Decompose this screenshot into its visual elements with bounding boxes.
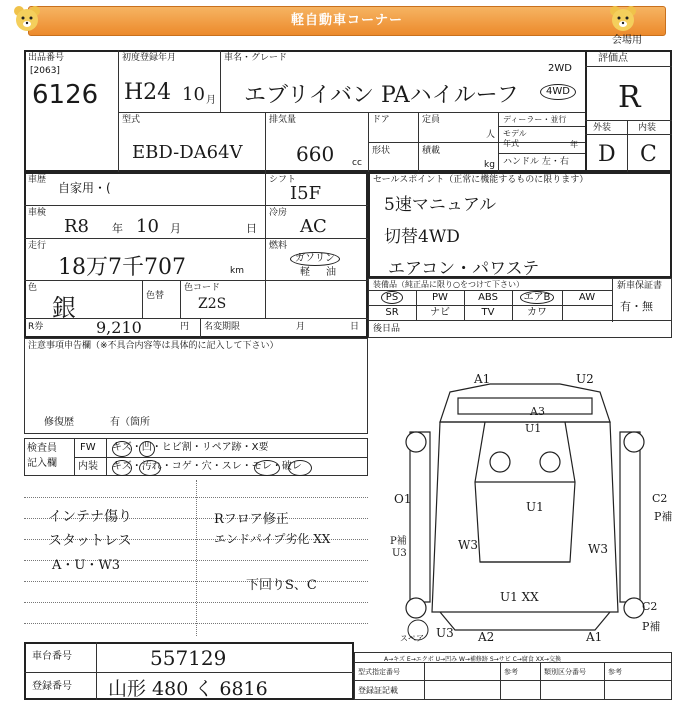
km-unit: km <box>230 266 244 276</box>
inspection-month: 10 <box>136 216 159 237</box>
color-code-value: Z2S <box>198 296 227 312</box>
color-value: 銀 <box>52 294 76 322</box>
note-left-3: A・U・W3 <box>52 558 120 573</box>
exterior-label: 外装 <box>593 123 612 133</box>
car-name-label: 車名・グレード <box>224 53 288 63</box>
inspection-year-unit: 年 <box>112 222 123 235</box>
rename-deadline-label: 名変期限 <box>204 322 241 332</box>
sales-point-1: 5速マニュアル <box>384 195 497 215</box>
lot-number-label: 出品番号 <box>28 53 65 63</box>
mark-u1-hood: U1 <box>525 422 542 435</box>
equip-tv: TV <box>481 307 495 318</box>
fw-defects: キズ・凹・ヒビ割・リペア跡・X要 <box>112 442 269 453</box>
registration-number: 山形 480 く 6816 <box>108 678 268 700</box>
drive-4wd-circled: 4WD <box>540 84 576 100</box>
spare-label: スペア <box>400 634 424 643</box>
equip-airbag: エアB <box>512 291 562 305</box>
mark-right-pho: P補 <box>654 510 673 523</box>
warranty-label: 新車保証書 <box>617 281 663 291</box>
later-items-label: 後日品 <box>373 324 401 334</box>
load-unit: kg <box>484 160 495 170</box>
mirror-left <box>490 452 510 472</box>
venue-use-mark: 会場用 <box>612 35 642 46</box>
circle-mark <box>139 441 155 457</box>
ac-value: AC <box>300 216 327 237</box>
reference-label-2: 参考 <box>608 668 622 676</box>
notice-box <box>24 338 368 434</box>
circle-mark <box>288 460 312 476</box>
mark-front-a1: A1 <box>474 372 491 386</box>
note-left-1: インテナ傷り <box>48 509 132 525</box>
capacity-unit: 人 <box>486 130 496 140</box>
car-body <box>432 422 618 612</box>
lot-number: 6126 <box>32 80 99 110</box>
notice-label: 注意事項申告欄（※不具合内容等は具体的に記入して下さい） <box>28 341 279 351</box>
class-number-label: 類別区分番号 <box>544 668 586 676</box>
type-designation-label: 型式指定番号 <box>358 668 400 676</box>
car-roof <box>475 422 575 562</box>
mark-rear-u3: U3 <box>436 626 454 640</box>
inspection-month-unit: 月 <box>170 222 181 235</box>
note-mid-2: エンドパイプ劣化 XX <box>214 532 331 546</box>
sales-point-3: エアコン・パワステ <box>388 259 540 279</box>
first-registration-month: 10 <box>182 84 205 105</box>
rating-label: 評価点 <box>598 53 628 64</box>
mark-rear-c2: C2 <box>642 600 658 613</box>
fuel-gasoline-circled: ガソリン <box>290 252 340 266</box>
equip-pw: PW <box>432 292 448 303</box>
mark-rear-u1xx: U1 XX <box>500 590 539 604</box>
first-registration-era: H24 <box>124 80 172 105</box>
interior-defects: キズ・汚れ・コゲ・穴・スレ・モレ・破レ <box>112 461 302 472</box>
year-unit: 年 <box>570 140 578 149</box>
interior-label: 内装 <box>638 123 657 133</box>
bear-mascot-icon <box>12 4 42 34</box>
fuel-diesel: 油 <box>326 267 336 278</box>
model-year-label-2: 年式 <box>503 139 519 148</box>
equipment-label: 装備品（純正品に限り○をつけて下さい） <box>373 280 524 289</box>
mirror-right <box>540 452 560 472</box>
corner-banner: 軽自動車コーナー <box>28 6 666 36</box>
note-left-2: スタットレス <box>48 533 132 549</box>
displacement-value: 660 <box>296 142 335 166</box>
wheel-rear-left <box>406 598 426 618</box>
first-registration-label: 初度登録年月 <box>122 53 177 63</box>
car-name-grade: エブリイバン PAハイルーフ <box>244 83 519 108</box>
equip-ps: PS <box>368 291 416 305</box>
rename-day-unit: 日 <box>350 322 360 332</box>
interior-entry-label: 内装 <box>78 461 98 472</box>
fuel-light: 軽 <box>300 267 310 278</box>
bear-mascot-icon <box>608 4 638 34</box>
usage-label: 車歴 <box>28 175 47 185</box>
rename-month-unit: 月 <box>296 322 306 332</box>
mark-left-w3: W3 <box>458 538 478 552</box>
shape-label: 形状 <box>372 146 391 156</box>
repair-history-label: 修復歴 <box>44 417 74 428</box>
left-side-panel <box>410 432 430 602</box>
interior-grade: C <box>640 142 657 167</box>
sales-point-2: 切替4WD <box>384 227 460 247</box>
wheel-rear-right <box>624 598 644 618</box>
mark-front-u2: U2 <box>576 372 594 386</box>
wheel-front-right <box>624 432 644 452</box>
repair-history-value: 有（箇所 <box>110 417 150 428</box>
model-code: EBD-DA64V <box>132 142 243 163</box>
mark-left-pho: P補 <box>390 536 407 547</box>
circle-mark <box>112 460 132 476</box>
mark-u1-roof: U1 <box>526 500 544 514</box>
recycle-ticket-label: R券 <box>28 322 44 332</box>
chassis-number: 557129 <box>150 646 227 670</box>
sales-point-label: セールスポイント（正常に機能するものに限ります） <box>373 175 589 185</box>
circle-mark <box>139 460 161 476</box>
equip-navi: ナビ <box>430 307 450 318</box>
drive-2wd: 2WD <box>548 63 572 74</box>
mark-rear-a1: A1 <box>586 630 603 644</box>
mark-left-o1: O1 <box>394 492 412 506</box>
capacity-label: 定員 <box>422 115 441 125</box>
model-label: 型式 <box>122 115 141 125</box>
car-roof-front <box>440 384 610 422</box>
inspector-label: 検査員 <box>27 443 57 454</box>
ac-label: 冷房 <box>269 208 288 218</box>
fw-label: FW <box>80 442 96 453</box>
color-code-label: 色コード <box>184 283 221 293</box>
shift-value: I5F <box>290 183 322 204</box>
mileage-value: 18万7千707 <box>58 255 186 280</box>
inspection-day-unit: 日 <box>246 222 257 235</box>
warranty-value: 有・無 <box>620 300 653 313</box>
door-label: ドア <box>372 115 390 125</box>
entry-label: 記入欄 <box>27 458 57 469</box>
rating-value: R <box>618 80 641 115</box>
model-year-label: モデル <box>503 129 527 138</box>
windshield <box>458 398 592 414</box>
mark-rear-a2: A2 <box>478 630 495 644</box>
mark-right-c2: C2 <box>652 492 668 505</box>
note-mid-1: Rフロア修正 <box>214 512 289 527</box>
handle-label: ハンドル 左・右 <box>503 157 569 167</box>
yen-unit: 円 <box>180 322 190 332</box>
dealer-label: ディーラー・並行 <box>503 115 567 124</box>
exterior-grade: D <box>598 142 616 167</box>
circle-mark <box>112 441 132 457</box>
note-mid-3: 下回りS、C <box>246 578 317 593</box>
equip-abs: ABS <box>478 292 498 303</box>
cc-unit: cc <box>352 158 362 168</box>
usage-value: 自家用・( <box>58 181 111 195</box>
registration-cert-label: 登録証記載 <box>358 686 398 695</box>
equip-leather: カワ <box>527 307 547 318</box>
color-label: 色 <box>28 283 38 293</box>
lot-number-small: [2063] <box>30 66 60 76</box>
equip-aw: AW <box>578 292 596 303</box>
registration-number-label: 登録番号 <box>32 681 72 692</box>
color-swap-label: 色替 <box>146 291 165 301</box>
right-side-panel <box>620 432 640 602</box>
mark-right-w3: W3 <box>588 542 608 556</box>
mark-left-u3: U3 <box>392 548 407 559</box>
inspection-label: 車検 <box>28 208 47 218</box>
inspection-era: R8 <box>64 216 90 237</box>
shift-label: シフト <box>269 175 297 185</box>
legend-line-1: A→キズ E→エクボ U→凹み W→補修跡 S→サビ C→腐食 XX→交換 <box>384 656 561 663</box>
chassis-number-label: 車台番号 <box>32 651 72 662</box>
month-unit: 月 <box>206 95 216 106</box>
mileage-label: 走行 <box>28 241 47 251</box>
fuel-label: 燃料 <box>269 241 288 251</box>
displacement-label: 排気量 <box>269 115 297 125</box>
recycle-ticket-value: 9,210 <box>96 318 142 337</box>
mark-a3: A3 <box>530 405 545 418</box>
equip-sr: SR <box>385 307 399 318</box>
load-label: 積載 <box>422 146 441 156</box>
circle-mark <box>254 460 280 476</box>
reference-label: 参考 <box>504 668 518 676</box>
rear-bumper <box>440 612 610 630</box>
mark-rear-pho: P補 <box>642 620 661 633</box>
wheel-front-left <box>406 432 426 452</box>
